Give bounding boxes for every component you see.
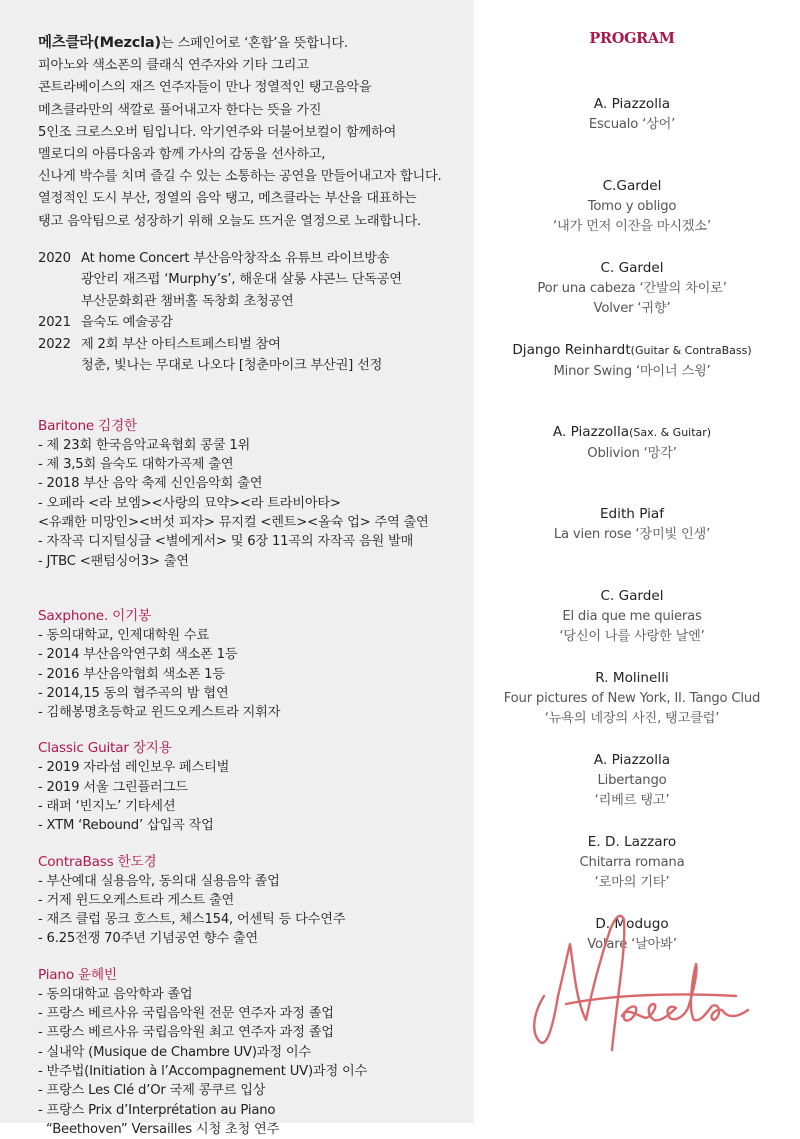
logo-script	[534, 916, 748, 1050]
member-item: - 2018 부산 음악 축제 신인음악회 출연	[38, 476, 263, 492]
member-item: - 2016 부산음악협회 색소폰 1등	[38, 666, 225, 682]
member-item: - 실내악 (Musique de Chambre UV)과정 이수	[38, 1044, 311, 1060]
member-item: - 2019 서울 그린플러그드	[38, 779, 188, 795]
piece-title: ‘리베르 탱고’	[594, 793, 670, 808]
member-baritone	[38, 416, 474, 571]
history-year: 2021	[38, 315, 71, 331]
history-year: 2020	[38, 250, 71, 266]
member-item: - 부산예대 실용음악, 동의대 실용음악 졸업	[38, 873, 280, 889]
member-item: - 오페라 <라 보엠><사랑의 묘약><라 트라비아타>	[38, 495, 341, 511]
history-list	[38, 248, 474, 377]
piece-title: Chitarra romana	[579, 854, 685, 870]
intro-line	[38, 32, 474, 55]
member-guitar	[38, 738, 474, 835]
member-item: - 재즈 클럽 몽크 호스트, 체스154, 어센틱 등 다수연주	[38, 912, 346, 928]
piece-title: Volver ‘귀향’	[593, 301, 671, 316]
intro-line: 멜로디의 아름다움과 함께 가사의 감동을 선사하고,	[38, 147, 326, 163]
member-saxophone	[38, 606, 474, 722]
member-item: - 6.25전쟁 70주년 기념공연 향수 출연	[38, 931, 258, 947]
intro-line: 피아노와 색소폰의 클래식 연주자와 기타 그리고	[38, 58, 309, 74]
intro-line: 5인조 크로스오버 팀입니다. 악기연주와 더불어보컬이 함께하여	[38, 124, 397, 140]
history-entry: 광안리 재즈펍 ‘Murphy’s’, 해운대 살롱 샤콘느 단독공연	[81, 272, 402, 288]
piece-title: El dia que me quieras	[562, 608, 702, 624]
piece-title: Por una cabeza ‘간발의 차이로’	[537, 280, 727, 296]
program-item	[474, 94, 790, 176]
history-entry: 부산문화회관 챔버홀 독창회 초청공연	[81, 293, 294, 309]
history-entry: 제 2회 부산 아티스트페스티벌 참여	[81, 336, 281, 352]
member-item: - XTM ‘Rebound’ 삽입곡 작업	[38, 818, 214, 834]
logo-stroke	[534, 916, 624, 1050]
member-item: - 래퍼 ‘빈지노’ 기타세션	[38, 798, 176, 814]
program-item	[474, 750, 790, 832]
program-item	[474, 176, 790, 258]
member-item: - 2014,15 동의 협주곡의 밤 협연	[38, 685, 229, 701]
member-item: - 프랑스 Prix d’Interprétation au Piano	[38, 1102, 276, 1118]
intro-text	[38, 32, 474, 233]
composer	[474, 94, 790, 115]
program-heading: PROGRAM	[589, 30, 675, 47]
member-item: - 동의대학교, 인제대학원 수료	[38, 627, 209, 643]
intro-line: 메츠클라만의 색깔로 풀어내고자 한다는 뜻을 가진	[38, 102, 322, 118]
intro-lead: 메츠클라(Mezcla)	[38, 35, 161, 51]
history-row	[38, 248, 474, 313]
history-row	[38, 334, 474, 377]
composer-name: E. D. Lazzaro	[587, 834, 677, 850]
intro-line: 콘트라베이스의 재즈 연주자들이 만나 정열적인 탱고음악을	[38, 80, 372, 96]
piece-title: Four pictures of New York, II. Tango Clud	[503, 690, 761, 706]
member-item: - 자작곡 디지털싱글 <별에게서> 및 6장 11곡의 자작곡 음원 발매	[38, 534, 414, 550]
composer	[474, 668, 790, 689]
program-item	[474, 258, 790, 340]
member-item: - 제 23회 한국음악교육협회 콩쿨 1위	[38, 437, 251, 453]
piece-title: ‘내가 먼저 이잔을 마시겠소’	[553, 219, 711, 234]
composer-name: Edith Piaf	[599, 506, 665, 522]
member-piano	[38, 965, 474, 1139]
member-item: - 프랑스 Les Clé d’Or 국제 콩쿠르 입상	[38, 1083, 266, 1099]
program-item	[474, 422, 790, 504]
member-contrabass	[38, 852, 474, 949]
member-title: Saxphone. 이기봉	[38, 607, 151, 624]
composer	[474, 832, 790, 853]
composer-name: A. Piazzolla	[593, 752, 671, 768]
member-item: - 프랑스 베르사유 국립음악원 전문 연주자 과정 졸업	[38, 1006, 334, 1022]
intro-line: 열정적인 도시 부산, 정열의 음악 탱고, 메츠클라는 부산을 대표하는	[38, 191, 417, 207]
member-item: - 2019 자라섬 레인보우 페스티벌	[38, 760, 230, 776]
composer	[474, 176, 790, 197]
member-item: - 제 3,5회 을숙도 대학가곡제 출연	[38, 457, 234, 473]
piece-title: Minor Swing ‘마이너 스윙’	[553, 363, 711, 379]
composer-name: A. Piazzolla	[593, 96, 671, 112]
history-year: 2022	[38, 336, 71, 352]
program-item	[474, 668, 790, 750]
member-item: - 김해봉명초등학교 윈드오케스트라 지휘자	[38, 705, 281, 721]
piece-title: ‘로마의 기타’	[594, 875, 670, 890]
member-item: - JTBC <팬텀싱어3> 출연	[38, 553, 189, 569]
piece-title: La vien rose ‘장미빛 인생’	[553, 526, 711, 542]
piece-title: Tomo y obligo	[587, 198, 677, 214]
member-title: Baritone 김경한	[38, 417, 137, 434]
logo-stroke	[622, 964, 748, 1021]
piece-title: Volare ‘날아봐’	[587, 936, 677, 952]
piece-title: Libertango	[597, 772, 667, 788]
piece-title: ‘당신이 나를 사랑한 날엔’	[559, 629, 705, 644]
composer	[474, 422, 790, 444]
member-title: Piano 윤혜빈	[38, 966, 117, 983]
member-title: ContraBass 한도경	[38, 853, 157, 870]
member-item: <유쾌한 미망인><버섯 피자> 뮤지컬 <렌트><올슉 업> 주역 출연	[38, 515, 429, 531]
composer-name: Django Reinhardt	[512, 342, 631, 358]
composer-name: C. Gardel	[600, 588, 664, 604]
member-title: Classic Guitar 장지용	[38, 740, 172, 757]
history-row	[38, 312, 474, 334]
member-item: - 동의대학교 음악학과 졸업	[38, 986, 193, 1002]
program-item	[474, 504, 790, 586]
composer-note: (Sax. & Guitar)	[629, 426, 712, 439]
composer-name: D. Modugo	[595, 916, 669, 932]
composer-name: R. Molinelli	[595, 670, 669, 686]
composer	[474, 586, 790, 607]
composer	[474, 258, 790, 279]
history-entry: At home Concert 부산음악창작소 유튜브 라이브방송	[81, 250, 390, 266]
piece-title: Escualo ‘상어’	[588, 116, 676, 132]
intro-line: 신나게 박수를 치며 즐길 수 있는 소통하는 공연을 만들어내고자 합니다.	[38, 169, 442, 185]
program-item	[474, 340, 790, 422]
composer-name: C. Gardel	[600, 260, 664, 276]
composer	[474, 750, 790, 771]
member-item: - 거제 윈드오케스트라 게스트 출연	[38, 892, 235, 908]
composer	[474, 504, 790, 525]
program-item	[474, 586, 790, 668]
composer-name: A. Piazzolla	[552, 424, 630, 440]
member-item: “Beethoven” Versailles 시청 초청 연주	[38, 1121, 280, 1137]
member-item: - 반주법(Initiation à l’Accompagnement UV)과정 이수	[38, 1063, 368, 1079]
piece-title: ‘뉴욕의 네장의 사진, 탱고클럽’	[544, 711, 720, 726]
intro-line: 탱고 음악팀으로 성장하기 위해 오늘도 뜨거운 열정으로 노래합니다.	[38, 213, 422, 229]
composer-note: (Guitar & ContraBass)	[630, 344, 752, 357]
history-entry: 청춘, 빛나는 무대로 나오다 [청춘마이크 부산권] 선정	[81, 358, 383, 374]
member-item: - 프랑스 베르사유 국립음악원 최고 연주자 과정 졸업	[38, 1025, 334, 1041]
intro-line-text: 는 스페인어로 ‘혼합’을 뜻합니다.	[160, 36, 348, 51]
right-panel	[474, 0, 800, 1123]
program-list	[474, 94, 790, 996]
piece-title: Oblivion ‘망각’	[587, 445, 677, 461]
member-item: - 2014 부산음악연구회 색소폰 1등	[38, 647, 238, 663]
composer-name: C.Gardel	[602, 178, 662, 194]
mescla-logo	[526, 900, 756, 1060]
composer	[474, 340, 790, 362]
history-entry: 을숙도 예술공감	[81, 315, 173, 331]
